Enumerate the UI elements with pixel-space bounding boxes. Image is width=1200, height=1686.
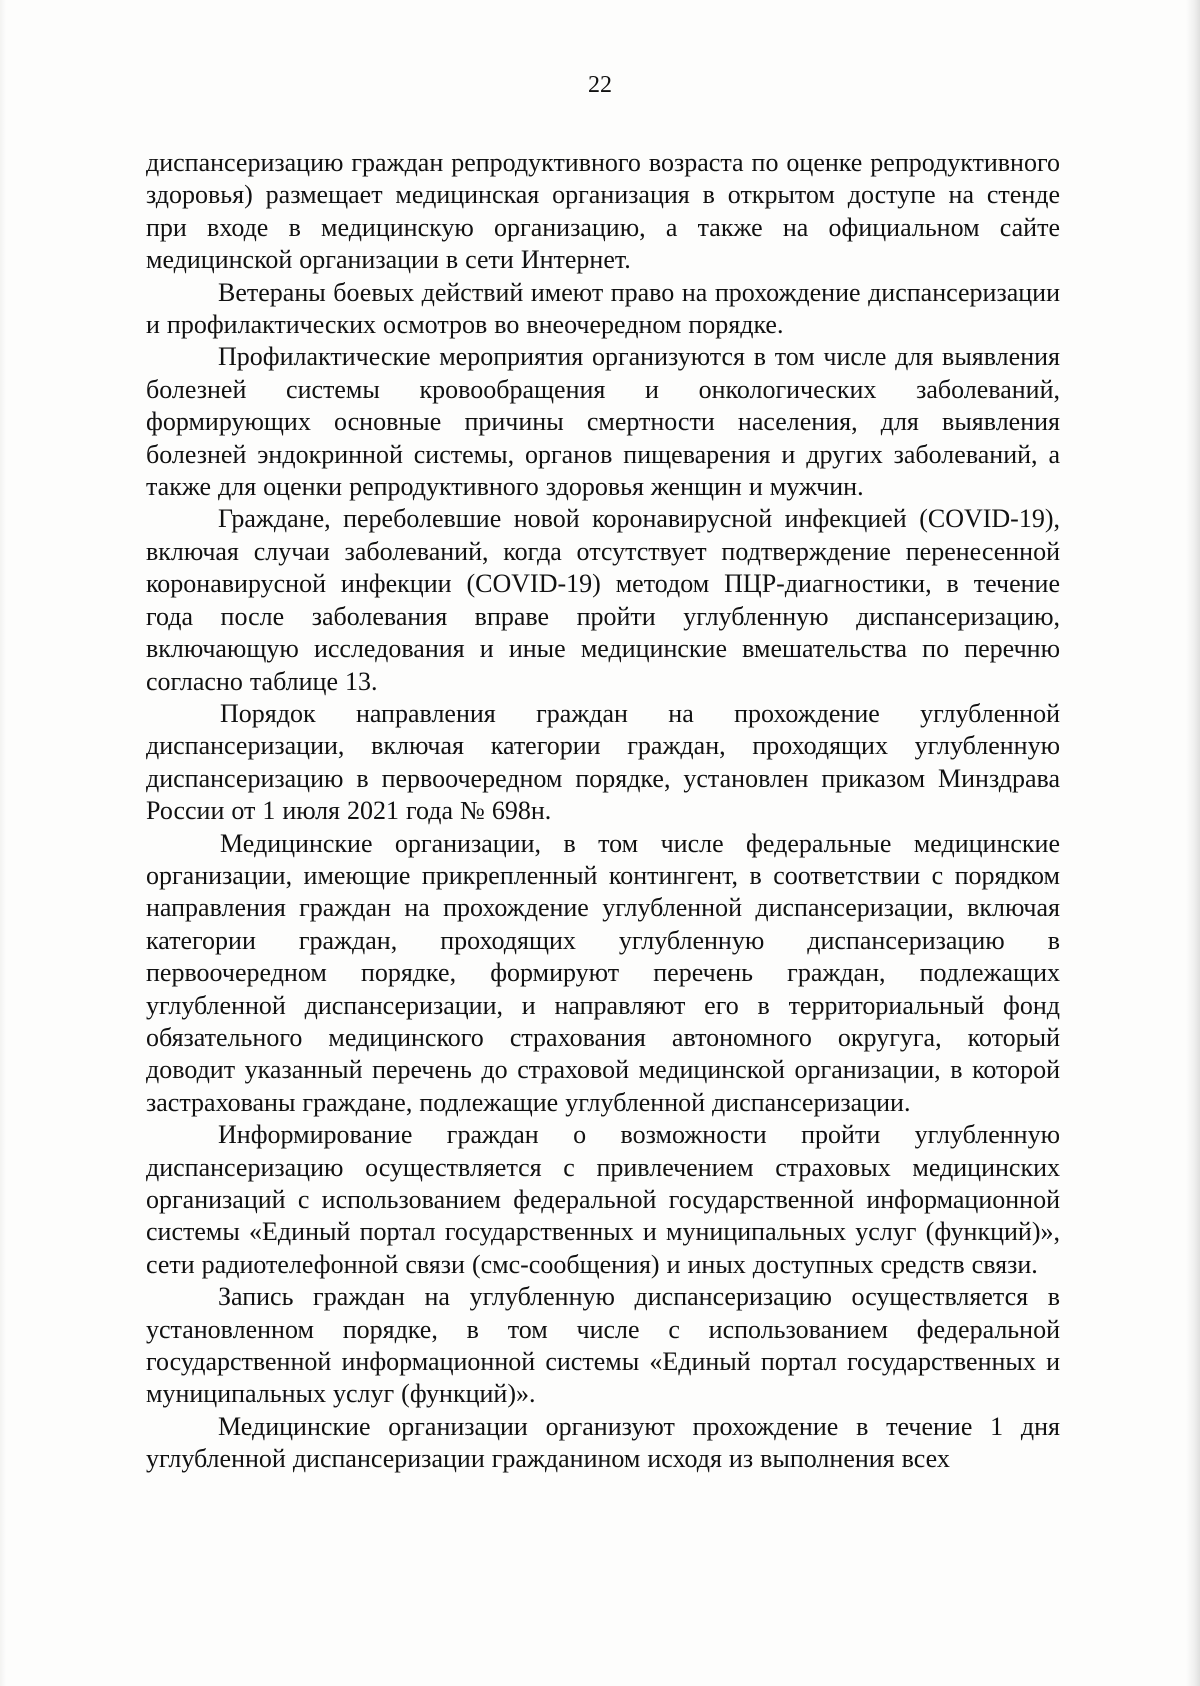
page-number: 22 [588,72,612,98]
scan-edge-right [1186,0,1200,1686]
paragraph-informing: Информирование граждан о возможности пройти углубленную диспансеризацию осуществляется с привлечением страховых медицинских организаций с использованием федеральной государственной информационной системы «Единый портал государственных и муниципальных услуг (функций)», сети радиотелефонной связи (смс-сообщения) и иных доступных средств связи. [146,1120,1060,1279]
paragraph-referral-procedure: Порядок направления граждан на прохождение углубленной диспансеризации, включая категории граждан, проходящих углубленную диспансеризацию в первоочередном порядке, установлен приказом Минздрава России от 1 июля 2021 года № 698н. [146,698,1060,826]
scan-edge-left [0,0,6,1686]
paragraph-medical-organizations: Медицинские организации, в том числе федеральные медицинские организации, имеющие прикрепленный контингент, в соответствии с порядком направления граждан на прохождение углубленной диспансеризации, включая категории граждан, проходящих углубленную диспансеризацию в первоочередном порядке, формируют перечень граждан, подлежащих углубленной диспансеризации, и направляют его в территориальный фонд обязательного медицинского страхования автономного округуга, который доводит указанный перечень до страховой медицинской организации, в которой застрахованы граждане, подлежащие углубленной диспансеризации. [146,828,1060,1117]
paragraph-one-day: Медицинские организации организуют прохождение в течение 1 дня углубленной диспансеризации гражданином исходя из выполнения всех [146,1411,1060,1474]
paragraph-continuation: диспансеризацию граждан репродуктивного возраста по оценке репродуктивного здоровья) размещает медицинская организация в открытом доступе на стенде при входе в медицинскую организацию, а также на официальном сайте медицинской организации в сети Интернет. [146,148,1060,275]
paragraph-registration: Запись граждан на углубленную диспансеризацию осуществляется в установленном порядке, в том числе с использованием федеральной государственной информационной системы «Единый портал государственных и муниципальных услуг (функций)». [146,1282,1060,1409]
paragraph-veterans: Ветераны боевых действий имеют право на прохождение диспансеризации и профилактических осмотров во внеочередном порядке. [146,277,1060,340]
paragraph-preventive-measures: Профилактические мероприятия организуются в том числе для выявления болезней системы кровообращения и онкологических заболеваний, формирующих основные причины смертности населения, для выявления болезней эндокринной системы, органов пищеварения и других заболеваний, а также для оценки репродуктивного здоровья женщин и мужчин. [146,342,1060,502]
document-body [146,147,1060,1476]
paragraph-covid-citizens: Граждане, переболевшие новой коронавирусной инфекцией (COVID-19), включая случаи заболеваний, когда отсутствует подтверждение перенесенной коронавирусной инфекции (COVID-19) методом ПЦР-диагностики, в течение года после заболевания вправе пройти углубленную диспансеризацию, включающую исследования и иные медицинские вмешательства по перечню согласно таблице 13. [146,504,1060,696]
